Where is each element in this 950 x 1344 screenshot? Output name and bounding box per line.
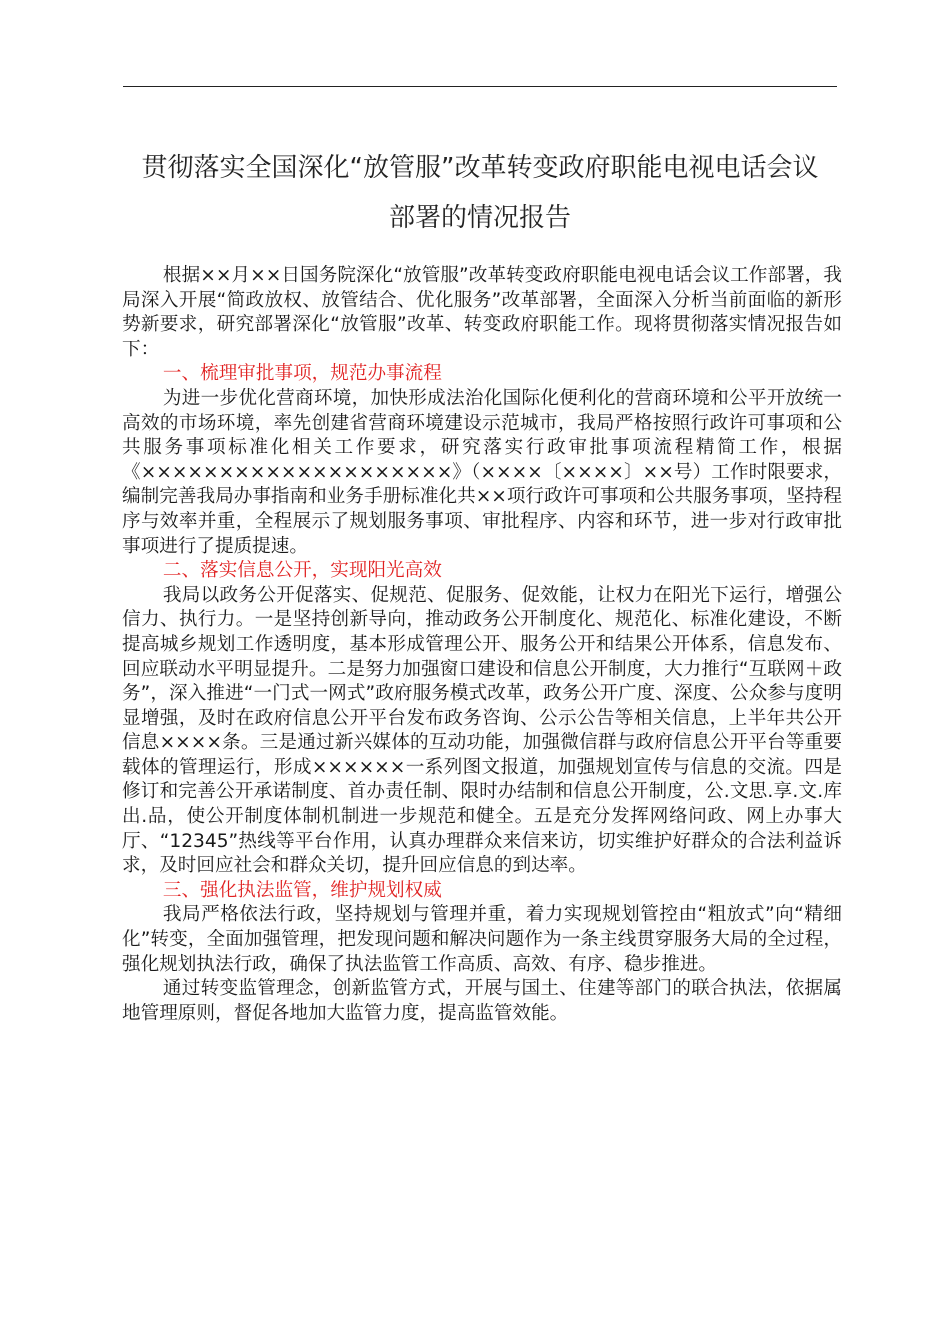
section-paragraph: 为进一步优化营商环境，加快形成法治化国际化便利化的营商环境和公平开放统一高效的市场环境，率先创建省营商环境建设示范城市，我局严格按照行政许可事项和公共服务事项标准化相关工作要求，研究落实行政审批事项流程精简工作，根据《××××××××××××××××××××》（××××〔××××〕××号）工作时限要求，编制完善我局办事指南和业务手册标准化共××项行政许可事项和公共服务事项，坚持程序与效率并重，全程展示了规划服务事项、审批程序、内容和环节，进一步对行政审批事项进行了提质提速。 — [122, 387, 842, 557]
section-heading: 一、梳理审批事项，规范办事流程 — [162, 363, 442, 385]
section-heading: 二、落实信息公开，实现阳光高效 — [162, 560, 442, 582]
section-heading: 三、强化执法监管，维护规划权威 — [162, 879, 442, 901]
section-paragraph: 我局以政务公开促落实、促规范、促服务、促效能，让权力在阳光下运行，增强公信力、执行力。一是坚持创新导向，推动政务公开制度化、规范化、标准化建设，不断提高城乡规划工作透明度，基本形成管理公开、服务公开和结果公开体系，信息发布、回应联动水平明显提升。二是努力加强窗口建设和信息公开制度，大力推行“互联网＋政务”，深入推进“一门式一网式”政府服务模式改革，政务公开广度、深度、公众参与度明显增强，及时在政府信息公开平台发布政务咨询、公示公告等相关信息，上半年共公开信息××××条。三是通过新兴媒体的互动功能，加强微信群与政府信息公开平台等重要载体的管理运行，形成××××××一系列图文报道，加强规划宣传与信息的交流。四是修订和完善公开承诺制度、首办责任制、限时办结制和信息公开制度，公.文思.享.文.库出.品，使公开制度体制机制进一步规范和健全。五是充分发挥网络问政、网上办事大厅、“12345”热线等平台作用，认真办理群众来信来访，切实维护好群众的合法利益诉求，及时回应社会和群众关切，提升回应信息的到达率。 — [122, 584, 842, 877]
header-rule — [123, 86, 837, 87]
section-paragraph: 通过转变监管理念，创新监管方式，开展与国土、住建等部门的联合执法，依据属地管理原则，督促各地加大监管力度，提高监管效能。 — [122, 978, 842, 1024]
document-body — [122, 264, 842, 1026]
document-title-line-2: 部署的情况报告 — [388, 203, 571, 233]
section-paragraph: 我局严格依法行政，坚持规划与管理并重，着力实现规划管控由“粗放式”向“精细化”转变，全面加强管理，把发现问题和解决问题作为一条主线贯穿服务大局的全过程，强化规划执法行政，确保了执法监管工作高质、高效、有序、稳步推进。 — [122, 904, 842, 975]
document-title-line-1: 贯彻落实全国深化“放管服”改革转变政府职能电视电话会议 — [141, 153, 819, 183]
intro-paragraph: 根据××月××日国务院深化“放管服”改革转变政府职能电视电话会议工作部署，我局深入开展“简政放权、放管结合、优化服务”改革部署，全面深入分析当前面临的新形势新要求，研究部署深化“放管服”改革、转变政府职能工作。现将贯彻落实情况报告如下： — [122, 265, 842, 360]
